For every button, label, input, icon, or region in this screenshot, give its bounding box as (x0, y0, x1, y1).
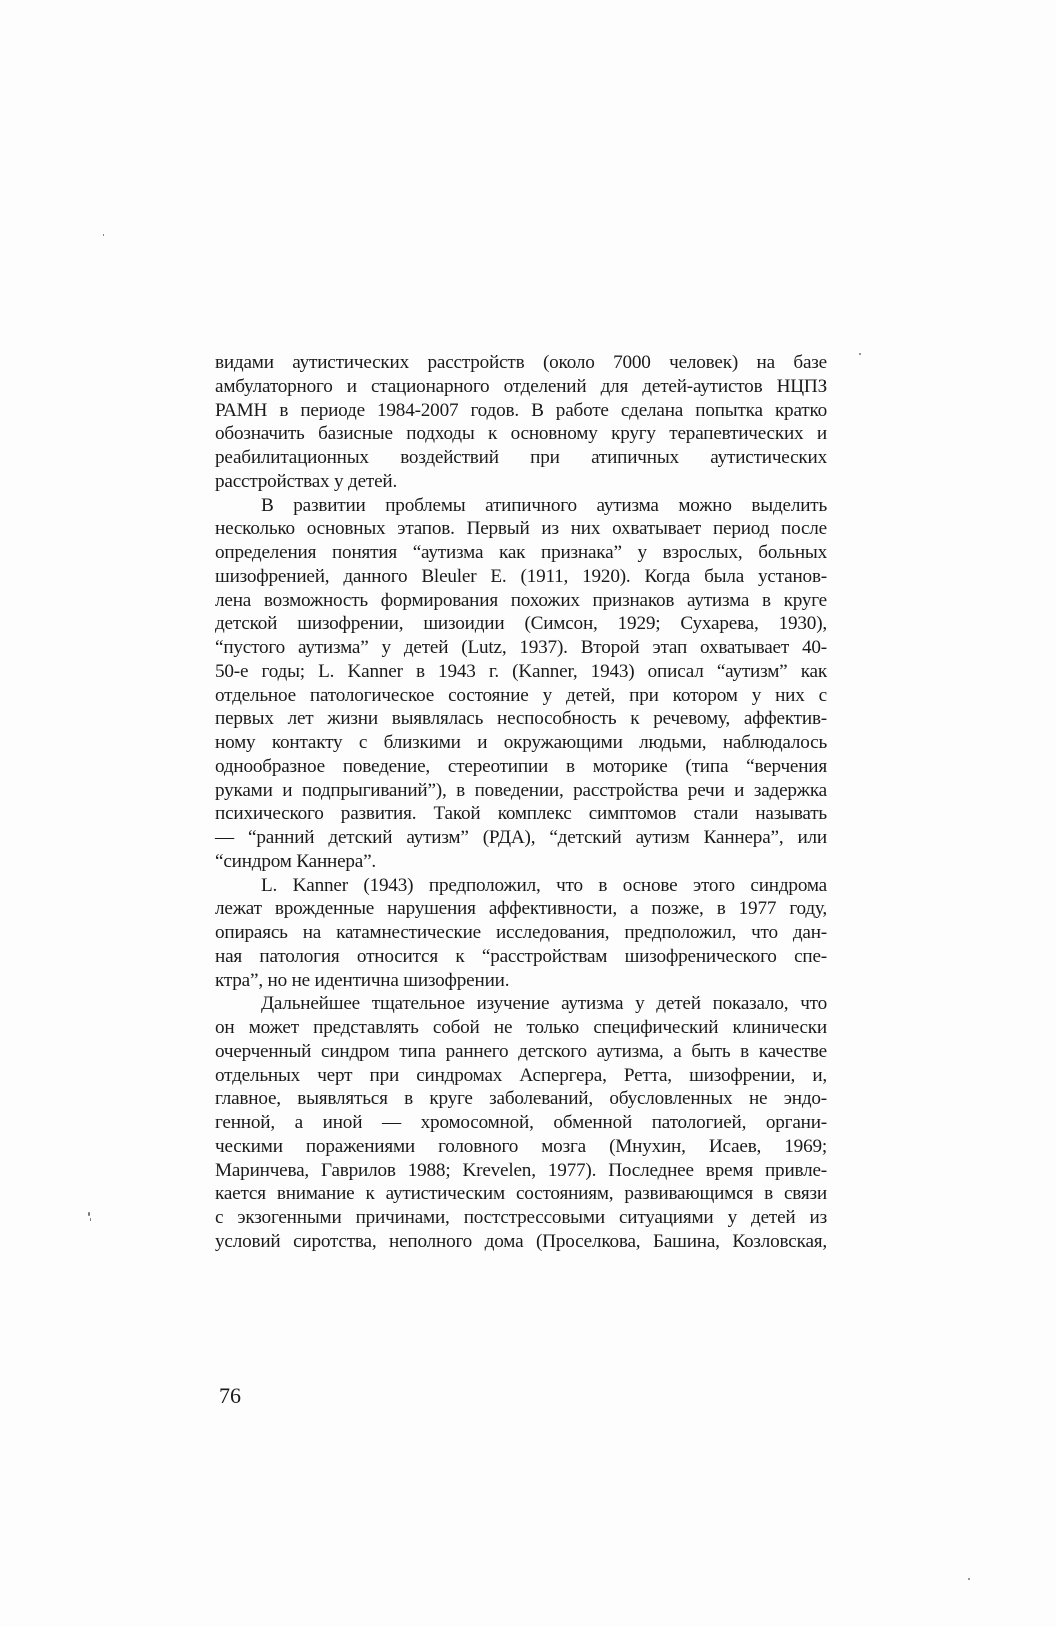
text-line: “синдром Каннера”. (215, 850, 377, 872)
text-line: шизофренией, данного Bleuler E. (1911, 1920). Когда была установ- (215, 565, 827, 587)
body-text (215, 351, 827, 1254)
text-line: условий сиротства, неполного дома (Проселкова, Башина, Козловская, (215, 1230, 827, 1252)
text-line: генной, а иной — хромосомной, обменной патологией, органи- (215, 1112, 827, 1133)
text-line: детской шизофрении, шизоидии (Симсон, 1929; Сухарева, 1930), (215, 613, 827, 635)
text-line: лена возможность формирования похожих признаков аутизма в круге (215, 589, 827, 611)
text-line: “пустого аутизма” у детей (Lutz, 1937). Второй этап охватывает 40- (215, 637, 827, 658)
text-line: реабилитационных воздействий при атипичных аутистических (215, 447, 827, 468)
text-line: ческими поражениями головного мозга (Мнухин, Исаев, 1969; (215, 1135, 827, 1157)
text-line: РАМН в периоде 1984-2007 годов. В работе сделана попытка кратко (215, 399, 827, 421)
text-line: L. Kanner (1943) предположил, что в основе этого синдрома (261, 874, 827, 896)
text-line: ная патология относится к “расстройствам шизофренического спе- (215, 945, 827, 967)
text-line: первых лет жизни выявлялась неспособность к речевому, аффектив- (215, 708, 827, 730)
text-line: главное, выявляться в круге заболеваний, обусловленных не эндо- (215, 1088, 827, 1110)
scan-speck (103, 234, 104, 236)
text-line: лежат врожденные нарушения аффективности, а позже, в 1977 году, (215, 898, 827, 920)
text-line: обозначить базисные подходы к основному кругу терапевтических и (215, 423, 827, 445)
scan-speck (968, 1578, 970, 1580)
paragraph-4 (215, 992, 827, 1253)
text-line: определения понятия “аутизма как признака” у взрослых, больных (215, 542, 827, 563)
text-line: руками и подпрыгиваний”), в поведении, расстройства речи и задержка (215, 779, 827, 801)
scan-speck (859, 353, 861, 355)
text-line: расстройствах у детей. (215, 470, 398, 492)
text-line: психического развития. Такой комплекс симптомов стали называть (215, 803, 827, 825)
text-line: видами аутистических расстройств (около 7000 человек) на базе (215, 352, 827, 373)
paragraph-1 (215, 351, 827, 494)
text-line: с экзогенными причинами, постстрессовыми ситуациями у детей из (215, 1207, 827, 1228)
text-line: Маринчева, Гаврилов 1988; Krevelen, 1977). Последнее время привле- (215, 1159, 827, 1181)
text-line: ному контакту с близкими и окружающими людьми, наблюдалось (215, 732, 827, 753)
paragraph-3 (215, 874, 827, 993)
scan-speck (90, 1218, 91, 1221)
text-line: опираясь на катамнестические исследования, предположил, что дан- (215, 922, 827, 943)
text-line: амбулаторного и стационарного отделений для детей-аутистов НЦПЗ (215, 375, 827, 397)
text-line: он может представлять собой не только специфический клинически (215, 1017, 827, 1038)
text-line: ктра”, но не идентична шизофрении. (215, 969, 510, 991)
scan-speck (88, 1212, 90, 1216)
text-line: В развитии проблемы атипичного аутизма можно выделить (261, 494, 827, 516)
text-line: несколько основных этапов. Первый из них охватывает период после (215, 518, 827, 540)
text-line: кается внимание к аутистическим состояниям, развивающимся в связи (215, 1183, 827, 1205)
text-line: очерченный синдром типа раннего детского аутизма, а быть в качестве (215, 1040, 827, 1062)
text-line: отдельных черт при синдромах Аспергера, Ретта, шизофрении, и, (215, 1064, 827, 1086)
text-line: отдельное патологическое состояние у детей, при котором у них с (215, 684, 827, 706)
text-line: 50-е годы; L. Kanner в 1943 г. (Kanner, 1943) описал “аутизм” как (215, 660, 827, 682)
page-number: 76 (219, 1383, 241, 1408)
text-line: однообразное поведение, стереотипии в моторике (типа “верчения (215, 755, 827, 777)
paragraph-2 (215, 494, 827, 874)
text-line: — “ранний детский аутизм” (РДА), “детский аутизм Каннера”, или (215, 827, 827, 848)
text-line: Дальнейшее тщательное изучение аутизма у детей показало, что (261, 993, 827, 1015)
